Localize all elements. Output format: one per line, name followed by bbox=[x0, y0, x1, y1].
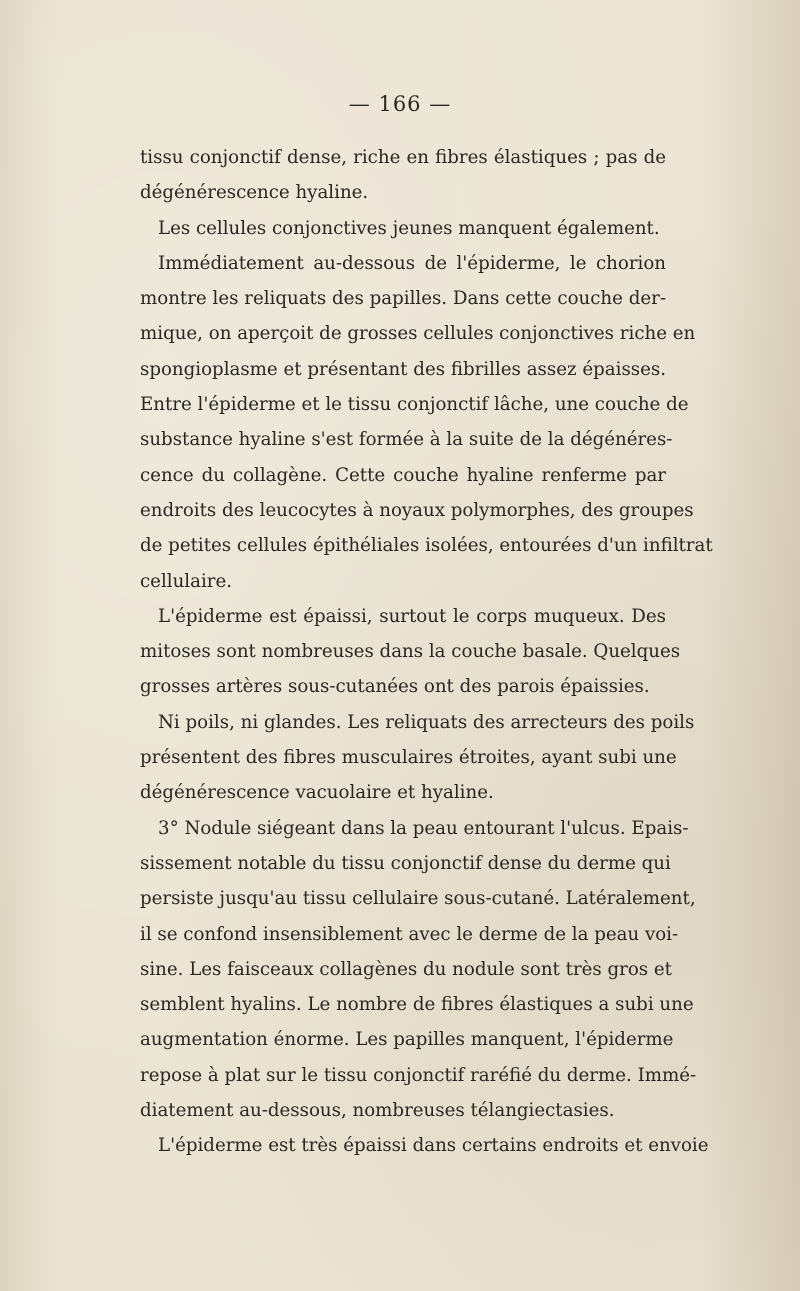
text-line: Immédiatement au-dessous de l'épiderme, le chorion bbox=[158, 252, 666, 274]
text-line: montre les reliquats des papilles. Dans cette couche der- bbox=[140, 288, 666, 310]
text-line: sine. Les faisceaux collagènes du nodule sont très gros et bbox=[140, 958, 672, 980]
text-line: sissement notable du tissu conjonctif dense du derme qui bbox=[140, 852, 671, 874]
text-line: Les cellules conjonctives jeunes manquent également. bbox=[158, 217, 660, 239]
text-line: il se confond insensiblement avec le derme de la peau voi- bbox=[140, 923, 679, 945]
text-line: substance hyaline s'est formée à la suite de la dégénéres- bbox=[140, 429, 673, 451]
text-line: présentent des fibres musculaires étroites, ayant subi une bbox=[140, 747, 677, 769]
text-line: L'épiderme est très épaissi dans certains endroits et envoie bbox=[158, 1135, 709, 1157]
text-line: cence du collagène. Cette couche hyaline renferme par bbox=[140, 464, 666, 486]
text-line: Entre l'épiderme et le tissu conjonctif lâche, une couche de bbox=[140, 394, 689, 416]
text-line: semblent hyalins. Le nombre de fibres élastiques a subi une bbox=[140, 994, 694, 1016]
text-line: mique, on aperçoit de grosses cellules conjonctives riche en bbox=[140, 323, 696, 345]
text-line: spongioplasme et présentant des fibrilles assez épaisses. bbox=[140, 358, 666, 380]
text-line: tissu conjonctif dense, riche en fibres élastiques ; pas de bbox=[140, 147, 666, 168]
body-text bbox=[140, 140, 713, 1164]
text-line: 3° Nodule siégeant dans la peau entourant l'ulcus. Epais- bbox=[158, 817, 689, 839]
text-line: diatement au-dessous, nombreuses télangiectasies. bbox=[140, 1100, 615, 1122]
text-line: repose à plat sur le tissu conjonctif raréfié du derme. Immé- bbox=[140, 1064, 697, 1086]
text-line: dégénérescence hyaline. bbox=[140, 182, 369, 204]
text-line: grosses artères sous-cutanées ont des parois épaissies. bbox=[140, 676, 650, 698]
text-line: augmentation énorme. Les papilles manquent, l'épiderme bbox=[140, 1029, 674, 1051]
text-line: L'épiderme est épaissi, surtout le corps muqueux. Des bbox=[158, 605, 666, 627]
text-line: dégénérescence vacuolaire et hyaline. bbox=[140, 782, 494, 804]
text-line: endroits des leucocytes à noyaux polymorphes, des groupes bbox=[140, 499, 694, 521]
text-line: mitoses sont nombreuses dans la couche basale. Quelques bbox=[140, 641, 681, 663]
text-line: de petites cellules épithéliales isolées, entourées d'un infiltrat bbox=[140, 535, 713, 557]
page-number: — 166 — bbox=[348, 92, 452, 116]
text-line: Ni poils, ni glandes. Les reliquats des arrecteurs des poils bbox=[158, 711, 695, 733]
text-line: persiste jusqu'au tissu cellulaire sous-cutané. Latéralement, bbox=[140, 888, 696, 910]
text-line: cellulaire. bbox=[140, 570, 233, 592]
